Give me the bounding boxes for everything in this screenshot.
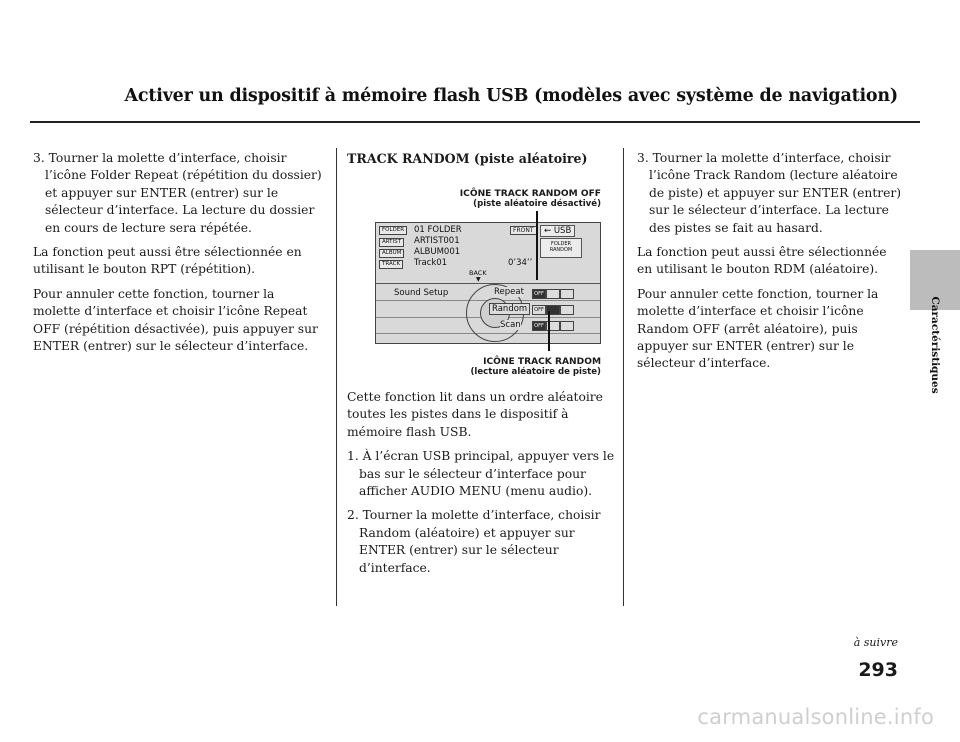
menu-scan: Scan	[500, 320, 521, 330]
folder-random-indicator	[540, 238, 582, 258]
paragraph-cancel-random: Pour annuler cette fonction, tourner la molette d’interface et choisir l’icône Random OFF (arrêt aléatoire), puis appuyer sur ENTER (entrer) sur le sélecteur d’interface.	[637, 286, 879, 371]
column-divider-left	[336, 148, 337, 606]
audio-screen	[375, 222, 601, 344]
column-2	[347, 150, 615, 173]
page-number: 293	[858, 659, 898, 681]
header-rule	[30, 121, 920, 123]
usb-audio-screen-figure	[345, 185, 611, 380]
pointer-random-on	[548, 311, 550, 351]
menu-random: Random	[489, 303, 530, 315]
usb-source	[540, 225, 575, 237]
step-1-audio-menu: 1. À l’écran USB principal, appuyer vers le bas sur le sélecteur d’interface pour afficher AUDIO MENU (menu audio).	[347, 449, 615, 499]
paragraph-random-description: Cette fonction lit dans un ordre aléatoire toutes les pistes dans le dispositif à mémoire flash USB.	[347, 390, 603, 439]
step-2-select-random: 2. Tourner la molette d’interface, choisir Random (aléatoire) et appuyer sur ENTER (entrer) sur le sélecteur d’interface.	[347, 508, 601, 575]
caption-track-random: ICÔNE TRACK RANDOM	[483, 357, 601, 367]
paragraph-rpt-button: La fonction peut aussi être sélectionnée en utilisant le bouton RPT (répétition).	[33, 245, 302, 277]
random-off-icon: OFF	[532, 305, 546, 315]
page-header-title: Activer un dispositif à mémoire flash USB (modèles avec système de navigation)	[124, 86, 898, 106]
usb-label: USB	[553, 226, 572, 236]
caption-track-random-sub: (lecture aléatoire de piste)	[470, 367, 601, 377]
back-label: BACK	[469, 269, 487, 277]
caption-track-random-off: ICÔNE TRACK RANDOM OFF	[459, 189, 601, 199]
menu-repeat: Repeat	[494, 287, 524, 297]
column-divider-right	[623, 148, 624, 606]
track-tag: TRACK	[379, 260, 403, 269]
folder-tag: FOLDER	[379, 226, 407, 235]
watermark: carmanualsonline.info	[697, 705, 934, 729]
folder-random-label: FOLDER RANDOM	[549, 241, 573, 253]
pointer-random-off	[536, 211, 538, 280]
continued-note: à suivre	[853, 636, 898, 649]
artist-tag: ARTIST	[379, 238, 404, 247]
repeat-track-icon	[560, 289, 574, 299]
artist-value: ARTIST001	[414, 236, 460, 246]
front-tag: FRONT	[510, 226, 537, 235]
scan-off-icon: OFF	[532, 321, 546, 331]
folder-value: 01 FOLDER	[414, 225, 462, 235]
repeat-folder-icon	[546, 289, 560, 299]
menu-sound-setup: Sound Setup	[394, 288, 449, 298]
column-3	[637, 150, 905, 380]
repeat-off-icon: OFF	[532, 289, 546, 299]
back-arrow-icon: ▼	[476, 276, 481, 283]
paragraph-cancel-repeat: Pour annuler cette fonction, tourner la molette d’interface et choisir l’icône Repeat OFF (répétition désactivée), puis appuyer sur ENTER (entrer) sur le sélecteur d’interface.	[33, 286, 318, 354]
album-tag: ALBUM	[379, 249, 404, 258]
column-2-body	[347, 389, 615, 584]
album-value: ALBUM001	[414, 247, 461, 257]
caption-track-random-off-sub: (piste aléatoire désactivé)	[473, 199, 601, 209]
section-tab-label: Caractéristiques	[929, 296, 941, 394]
track-value: Track01	[414, 258, 448, 268]
paragraph-rdm-button: La fonction peut aussi être sélectionnée en utilisant le bouton RDM (aléatoire).	[637, 245, 887, 277]
elapsed-time: 0’34’’	[508, 258, 533, 268]
column-1	[33, 150, 325, 362]
scan-folder-icon	[560, 321, 574, 331]
random-folder-icon	[560, 305, 574, 315]
usb-icon: ⇜	[544, 226, 552, 236]
section-heading: TRACK RANDOM (piste aléatoire)	[347, 151, 588, 166]
step-3-track-random: 3. Tourner la molette d’interface, choisir l’icône Track Random (lecture aléatoire de piste) et appuyer sur ENTER (entrer) sur le sélecteur d’interface. La lecture des pistes se fait au hasard.	[637, 151, 902, 235]
step-3-folder-repeat: 3. Tourner la molette d’interface, choisir l’icône Folder Repeat (répétition du dossier) et appuyer sur ENTER (entrer) sur le sélecteur d’interface. La lecture du dossier en cours de lecture sera répétée.	[33, 151, 322, 235]
